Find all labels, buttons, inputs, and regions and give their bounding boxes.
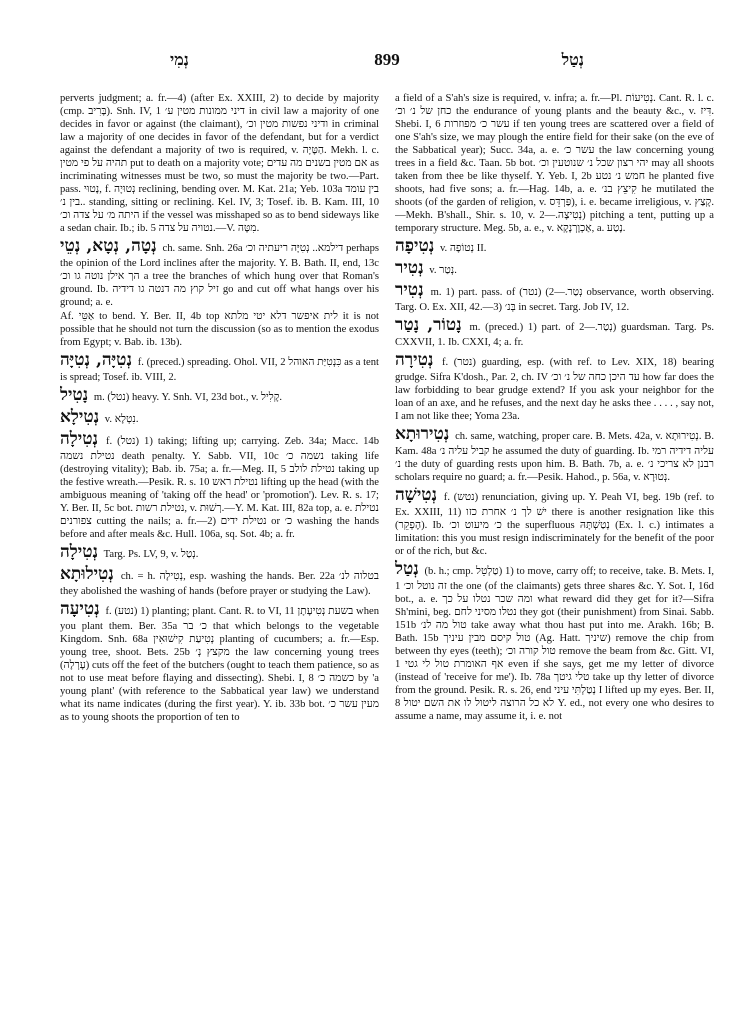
dictionary-entry xyxy=(60,236,379,309)
entry-text: v. נְטוֹפָה II. xyxy=(439,243,487,255)
dictionary-entry xyxy=(60,599,379,724)
entry-text: m. 1) part. pass. of נְטַר.—2) (נטר) observance, worth observing. Targ. O. Ex. XII, 42.—3) בְּנ׳ in secret. Targ. Job IV, 12. xyxy=(395,286,714,313)
entry-text: f. (נטש) renunciation, giving up. Y. Peah VI, beg. 19b (ref. to Ex. XXIII, 11) ישׁ לך נ׳ אחרת כזו there is another resignation like this (הֶפְקֵר). Ib. כ׳ מיעוט וכ׳ the superfluous נְטַשְׁתָּהּ (Ex. l. c.) intimates a limitation: this you must resign indiscriminately for the benefit of the poor or of the rich, but &c. xyxy=(395,491,714,557)
entry-headword: נָטוֹר, נָטַר xyxy=(395,314,462,335)
dictionary-entry xyxy=(395,485,714,558)
entry-headword: נְטִילוּתָא xyxy=(60,563,114,584)
entry-headword: נְטִילָה xyxy=(60,428,98,449)
dictionary-entry xyxy=(60,564,379,598)
entry-headword: נְטִילָה xyxy=(60,541,98,562)
entry-text: (b. h.; cmp. טַלְטֵל) 1) to move, carry off; to receive, take. B. Mets. I, 1 זה נוטל וכ׳ the one (of the claimants) gets three shares &c. Y. Sot. I, 16d bot., a. e. ומה שכר נטלו על כך what reward did they get for it?—Sifra Sh'mini, beg. נטלו מסיני לחם they got (their punishment) from Sinai. Sabb. 151b טול מה לנ׳ take away what thou hast put into me. Arakh. 16b; B. Bath. 15b טול קיסם מבין עיניך (Ag. Hatt. שיניך) remove the chip from between thy eyes (teeth); טול קורה וכ׳ remove the beam from &c. Gitt. VI, 1 אף האומרת טול לי גטי even if she says, get me my letter of divorce (instead of 'receive for me'). Ib. 78a טלי גיטך take up thy letter of divorce from the ground. Pesik. R. s. 26, end נְטַלְתִּי עיני I lifted up my eyes. Ber. II, 8 לא כל הרוצה ליטול לו את השם יטול Y. ed., not every one who desires to assume a name, may assume it, i. e. not xyxy=(395,565,714,722)
page-number: 899 xyxy=(374,50,400,69)
entry-text: f. (preced.) spreading. Ohol. VII, 2 כִּנְטִיַּת האוהל as a tent is spread; Tosef. ib. VIII, 2. xyxy=(60,357,379,384)
dictionary-entry xyxy=(60,429,379,541)
entry-text: ch. = h. נְטִילָה, esp. washing the hands. Ber. 22a בטלוה לנ׳ they abolished the washing of hands (before prayer or studying the Law). xyxy=(60,570,379,597)
entry-headword: נְטִיר xyxy=(395,279,424,300)
text-columns xyxy=(60,92,714,1006)
entry-headword: נְטִיפָה xyxy=(395,236,435,257)
entry-headword: נְטִיר xyxy=(395,258,424,279)
right-running-headword: נְטַל xyxy=(561,52,584,69)
left-running-headword: נְמִי xyxy=(170,52,189,69)
dictionary-entry xyxy=(395,350,714,423)
entry-continuation xyxy=(60,92,379,235)
dictionary-entry xyxy=(395,236,714,257)
entry-text: m. (preced.) 1) part. of נְטַר.—2) guardsman. Targ. Ps. CXXVII, 1. Ib. CXXI, 4; a. fr. xyxy=(395,321,714,348)
entry-text: v. נְטַר. xyxy=(429,265,457,277)
dictionary-entry xyxy=(60,350,379,384)
entry-text: v. נִטְלָא. xyxy=(104,414,139,426)
entry-continuation xyxy=(60,310,379,349)
entry-text: perverts judgment; a. fr.—4) (after Ex. XXIII, 2) to decide by majority (cmp. בָּרִיב). Snh. IV, 1 דיני ממונות מטין ע׳ in civil law a majority of one decides in favor or against (the claimant), ודיני נפשות מטין וכ׳ in criminal law a majority of one decides in favor of the defendant, but for a verdict against the defendant a majority of two is required, v. הַטָּיָה. Mekh. l. c. תהיה על פי מטין put to death on a majority vote; אם מטין בשנים מה עדים as incriminating witnesses must be two, so must the majority be two.—Part. pass. נָטוּי, f. נְטוּיָה reclining, bending over. M. Kat. 21a; Yeb. 103a בין עומד בין נ׳.. standing, sitting or reclining. Kel. IV, 3; Tosef. ib. B. Kam. III, 10 היתה מ׳ על צדה וכ׳ if the vessel was misshaped so as to bend sideways like a sedan chair. Ib.; ib. 5 נטויה על צדה.—V. מִטָּה. xyxy=(60,93,379,235)
entry-text: f. (נטע) 1) planting; plant. Cant. R. to VI, 11 בשעת נְטִיעָתָן when you plant them. Ber. 35a כ׳ בר that which belongs to the vegetable Kingdom. Snh. 68a נְטִיעַת קִישׁוּאִין planting of cucumbers; a. fr.—Esp. young tree, shoot. Bets. 25b מקצץ נְ׳ the law concerning young trees (עָרְלָה) cuts off the feet of the butchers (ought to teach them patience, so as not to use meat before flaying and dissecting). Shebi. I, 8 כשמה כ׳ by 'a young plant' (with reference to the Sabbatical year law) we understand what its name indicates (during the first year). Y. ib. 33b bot. מעין עשר כ׳ as to young shoots the proportion of ten to xyxy=(60,605,379,723)
entry-headword: נְטִירוּתָא xyxy=(395,423,450,444)
entry-headword: נְטָה, נְטָא, נְטֵי xyxy=(60,236,157,257)
dictionary-entry xyxy=(395,424,714,484)
page-header xyxy=(60,50,714,76)
entry-headword: נְטִישָׁה xyxy=(395,484,438,505)
entry-continuation xyxy=(395,92,714,235)
entry-text: ch. same. Snh. 26a דילמא.. נְטִיָּה ריעתיה וכ׳ perhaps the opinion of the Lord inclines after the majority. Y. B. Bath. II, end, 13c הך אילן נוטה גו וכ׳ a tree the branches of which hung over that Roman's ground. Ib. זיל קוץ מה דנטה גו דידיה go and cut off what hangs over his ground; a. e. xyxy=(60,243,379,309)
entry-headword: נָטִיל xyxy=(60,385,89,406)
dictionary-entry xyxy=(395,258,714,279)
entry-text: ch. same, watching, proper care. B. Mets. 42a, v. נְטִירוּתָא. B. Kam. 48a קביל עליה נ׳ he assumed the duty of guarding. Ib. עליה דידיה רמי נ׳ the duty of guarding rests upon him. B. Bath. 7b, a. e. רבנן לא צריכי נ׳ scholars require no guard; a. fr.—Pesik. Hahod., p. 56a, v. נְטוּרָא. xyxy=(395,430,714,483)
dictionary-entry xyxy=(60,385,379,406)
entry-headword: נְטִיעָה xyxy=(60,598,100,619)
entry-headword: נְטִילָא xyxy=(60,407,100,428)
entry-text: Targ. Ps. LV, 9, v. נְטַל. xyxy=(103,548,199,560)
entry-text: f. (נטל) 1) taking; lifting up; carrying. Zeb. 34a; Macc. 14b נטילת נשמה death penalty. Y. Sabb. VII, 10c נשמה כ׳ taking life (destroying vitality); Bab. ib. 75a; a. fr.—Meg. II, 5 נטילת לולב taking up the festive wreath.—Pesik. R. s. 10 נטילת ראש lifting up the head (with the ambiguous meaning of 'taking off the head' or 'promotion'). Lev. R. s. 17; Y. Ber. II, 5c bot. נטילת רשות, v. רְשׁוּת.—Y. M. Kat. III, 82a top, a. e. נטילת צפורנים cutting the nails; a. fr.—2) נטילת ידים or כ׳ washing the hands before and after meals &c. Hull. 106a, sq. Sot. 4b; a. fr. xyxy=(60,435,379,540)
dictionary-entry xyxy=(395,315,714,349)
entry-headword: נְטִיָּה, נְטִיָּה xyxy=(60,350,132,371)
dictionary-entry xyxy=(60,407,379,428)
dictionary-entry xyxy=(395,280,714,314)
dictionary-entry xyxy=(395,559,714,723)
entry-text: Af. אַטֵּי to bend. Y. Ber. II, 4b top לית איפשר דלא יטי מלתא it is not possible that he should not turn the discussion (so as to mention the exodus from Egypt; v. Bab. ib. 13b). xyxy=(60,311,379,349)
right-column xyxy=(395,92,714,1006)
dictionary-entry xyxy=(60,542,379,563)
entry-text: m. (נטל) heavy. Y. Snh. VI, 23d bot., v. קָלִיל. xyxy=(93,392,283,404)
left-column xyxy=(60,92,379,1006)
entry-text: f. (נטר) guarding, esp. (with ref. to Lev. XIX, 18) bearing grudge. Sifra K'dosh., Par. 2, ch. IV עד היכן כחה של נ׳ וכ׳ how far does the law forbidding to bear grudge extend? If you ask your neighbor for the loan of an axe, and he refuses, and the next day he asks thee . . . . , say not, I am not like thee; Yoma 23a. xyxy=(395,356,714,422)
entry-text: a field of a S'ah's size is required, v. infra; a. fr.—Pl. נְטִיעוֹת. Cant. R. l. c. כחן של נ׳ וכ׳ the endurance of young plants and the beauty &c., v. דִּיז. Shebi. I, 6 עשר כ׳ מפוזרות if ten young trees are scattered over a field of one S'ah's size, we may plough the entire field for their sake (on the eve of the Sabbatical year); Succ. 34a, a. e. עשר כ׳ the law concerning young trees in a field &c. Taan. 5b bot. יהי רצון שכל נ׳ שנוטעין וכ׳ may all shoots taken from thee be like thyself. Y. Yeb. I, 2b חמש נ׳ נטע he planted five shoots, had five sons; a. fr.—Hag. 14b, a. e. קִיצֵץ בנ׳ he mutilated the shoots (of the garden of religion, v. פַּרְדֵּס), i. e. became irreligious, v. קָצַץ.—Mekh. B'shall., Shir. s. 10, v. נְטִיצָה.—2) pitching a tent, putting up a temporary structure. Meg. 5b, a. e., v. אַכְוָרְנָקָא, a. נָטַע. xyxy=(395,93,714,235)
entry-headword: נְטִירָה xyxy=(395,349,434,370)
entry-headword: נְטַל xyxy=(395,558,419,579)
